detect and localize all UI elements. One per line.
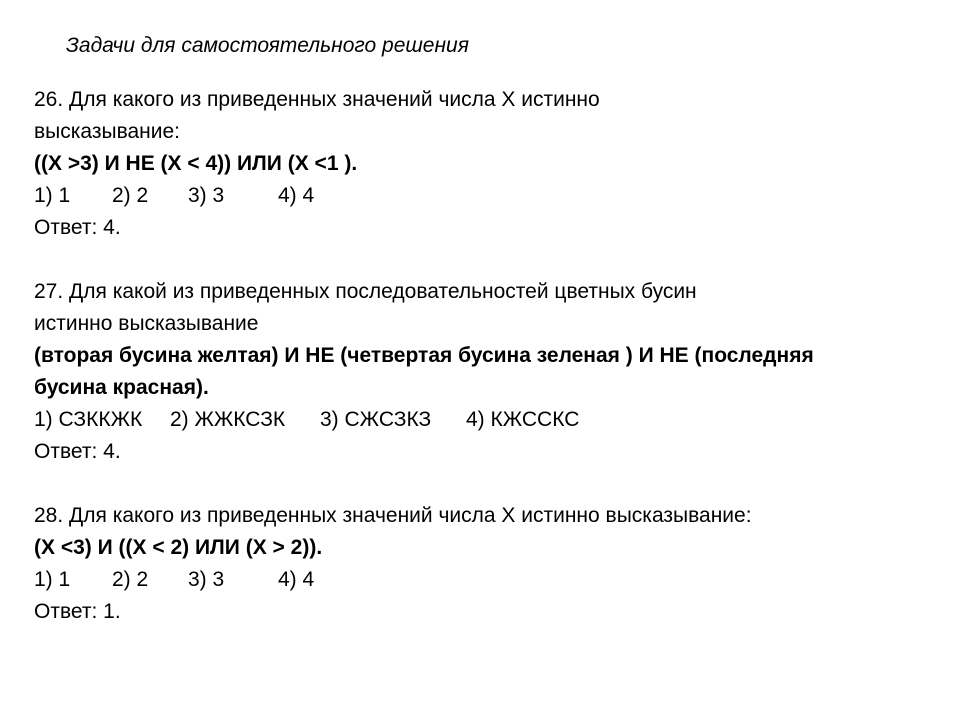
answer: Ответ: 1.	[34, 600, 121, 623]
answer: Ответ: 4.	[34, 216, 121, 239]
option-2: 2) 2	[112, 568, 149, 591]
option-4: 4) 4	[278, 184, 315, 207]
task-26	[34, 84, 934, 244]
option-3: 3) 3	[188, 184, 225, 207]
option-3: 3) СЖСЗКЗ	[320, 408, 432, 431]
option-1: 1) 1	[34, 568, 71, 591]
logical-expression: ((X >3) И НЕ (X < 4)) ИЛИ (X <1 ).	[34, 152, 358, 175]
logical-expression: (вторая бусина желтая) И НЕ (четвертая бусина зеленая ) И НЕ (последняя	[34, 344, 814, 367]
question-line: истинно высказывание	[34, 312, 259, 335]
question-line: высказывание:	[34, 120, 181, 143]
logical-expression: бусина красная).	[34, 376, 209, 399]
option-4: 4) 4	[278, 568, 315, 591]
answer-options	[34, 180, 934, 212]
option-3: 3) 3	[188, 568, 225, 591]
question-line: 28. Для какого из приведенных значений числа X истинно высказывание:	[34, 504, 752, 527]
question-line: 26. Для какого из приведенных значений числа X истинно	[34, 88, 600, 111]
task-28	[34, 500, 934, 628]
answer-options	[34, 404, 934, 436]
option-1: 1) СЗККЖК	[34, 408, 143, 431]
logical-expression: (X <3) И ((X < 2) ИЛИ (X > 2)).	[34, 536, 323, 559]
option-2: 2) 2	[112, 184, 149, 207]
answer-options	[34, 564, 934, 596]
option-4: 4) КЖССКС	[466, 408, 580, 431]
task-27	[34, 276, 934, 468]
page-title: Задачи для самостоятельного решения	[66, 34, 469, 57]
answer: Ответ: 4.	[34, 440, 121, 463]
question-line: 27. Для какой из приведенных последовательностей цветных бусин	[34, 280, 697, 303]
option-1: 1) 1	[34, 184, 71, 207]
option-2: 2) ЖЖКСЗК	[170, 408, 286, 431]
